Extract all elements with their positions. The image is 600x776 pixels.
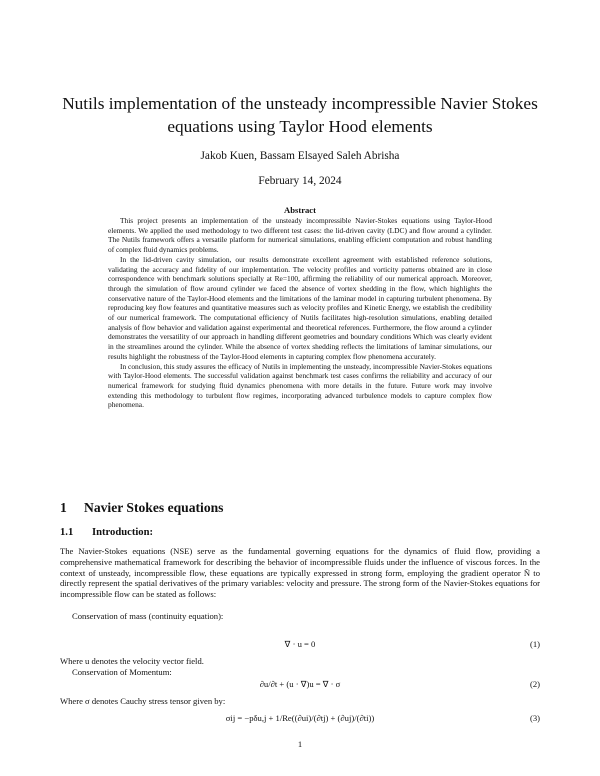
equation-2 (60, 679, 540, 690)
section-number: 1 (60, 500, 67, 515)
subsection-title: Introduction: (92, 527, 154, 538)
equation-3-number: (3) (529, 713, 540, 723)
subsection-number: 1.1 (60, 527, 74, 538)
equation-3 (60, 713, 540, 724)
abstract-body (108, 216, 492, 410)
authors: Jakob Kuen, Bassam Elsayed Saleh Abrisha (200, 150, 400, 162)
where-u-text: Where u denotes the velocity vector field. (60, 656, 204, 666)
section-title: Navier Stokes equations (84, 500, 224, 515)
date: February 14, 2024 (258, 175, 342, 187)
momentum-label: Conservation of Momentum: (72, 667, 172, 677)
where-sigma-text: Where σ denotes Cauchy stress tensor given by: (60, 696, 226, 706)
abstract-paragraph: In conclusion, this study assures the efficacy of Nutils in implementing the unsteady, incompressible Navier-Stokes equations with Taylor-Hood elements. The successful validation against benchmark test cases confirms the reliability and accuracy of our numerical framework for studying fluid dynamics phenomena with more details in the future. Future work may involve extending this methodology to turbulent flow regimes, incorporating advanced turbulence models to capture complex flow phenomena. (108, 361, 492, 410)
section-heading (60, 500, 223, 516)
intro-paragraph: The Navier-Stokes equations (NSE) serve as the fundamental governing equations for the dynamics of fluid flow, providing a comprehensive mathematical framework for describing the behavior of incompressible fluids under the influence of viscous forces. In the context of unsteady, incompressible flow, these equations are typically expressed in strong form, employing the gradient operator Ñ to directly represent the spatial derivatives of the primary variables: velocity and pressure. The strong form of the Navier-Stokes equations for incompressible flow can be stated as follows: (60, 546, 540, 600)
equation-1-number: (1) (529, 639, 540, 649)
equation-2-expression: ∂u/∂t + (u · ∇)u = ∇ · σ (259, 679, 341, 689)
mass-label: Conservation of mass (continuity equation): (72, 611, 224, 621)
equation-1-expression: ∇ · u = 0 (284, 639, 316, 649)
subsection-heading (60, 527, 153, 538)
abstract-heading: Abstract (284, 205, 316, 215)
page-number: 1 (297, 739, 303, 749)
paper-title: Nutils implementation of the unsteady incompressible Navier Stokes equations using Taylor Hood elements (62, 94, 538, 136)
abstract-paragraph: In the lid-driven cavity simulation, our results demonstrate excellent agreement with established reference solutions, validating the accuracy and fidelity of our implementation. The velocity profiles and vorticity patterns obtained are in close correspondence with benchmark solutions specially at Re=100, affirming the reliability of our numerical approach. Moreover, through the simulation of flow around cylinder we faced the absence of vortex shedding in the flow, which highlights the conservative nature of the Taylor-Hood elements and the limitations of the laminar model in capturing turbulent phenomena. By reproducing key flow features and quantitative measures such as velocity profiles and Kinetic Energy, we establish the credibility of our numerical framework. The computational efficiency of Nutils facilitates high-resolution simulations, enabling detailed analysis of flow behavior and validation against experimental and theoretical references. Furthermore, the flow around a cylinder demonstrates the versatility of our approach in handling different geometries and boundary conditions Which was clearly evident in the streamlines around the cylinder. While the absence of vortex shedding reflects the limitations of laminar simulations, our results highlight the robustness of the Taylor-Hood elements in capturing complex flow phenomena accurately. (108, 254, 492, 361)
equation-1 (60, 639, 540, 650)
equation-2-number: (2) (529, 679, 540, 689)
abstract-paragraph: This project presents an implementation of the unsteady incompressible Navier-Stokes equations using Taylor-Hood elements. We applied the used methodology to two different test cases: the lid-driven cavity (LDC) and flow around a cylinder. The Nutils framework offers a versatile platform for numerical simulations, enabling efficient computation and robust handling of complex fluid dynamics problems. (108, 216, 492, 255)
equation-3-expression: σij = −pδu,j + 1/Re((∂ui)/(∂tj) + (∂uj)/(∂ti)) (225, 713, 375, 723)
